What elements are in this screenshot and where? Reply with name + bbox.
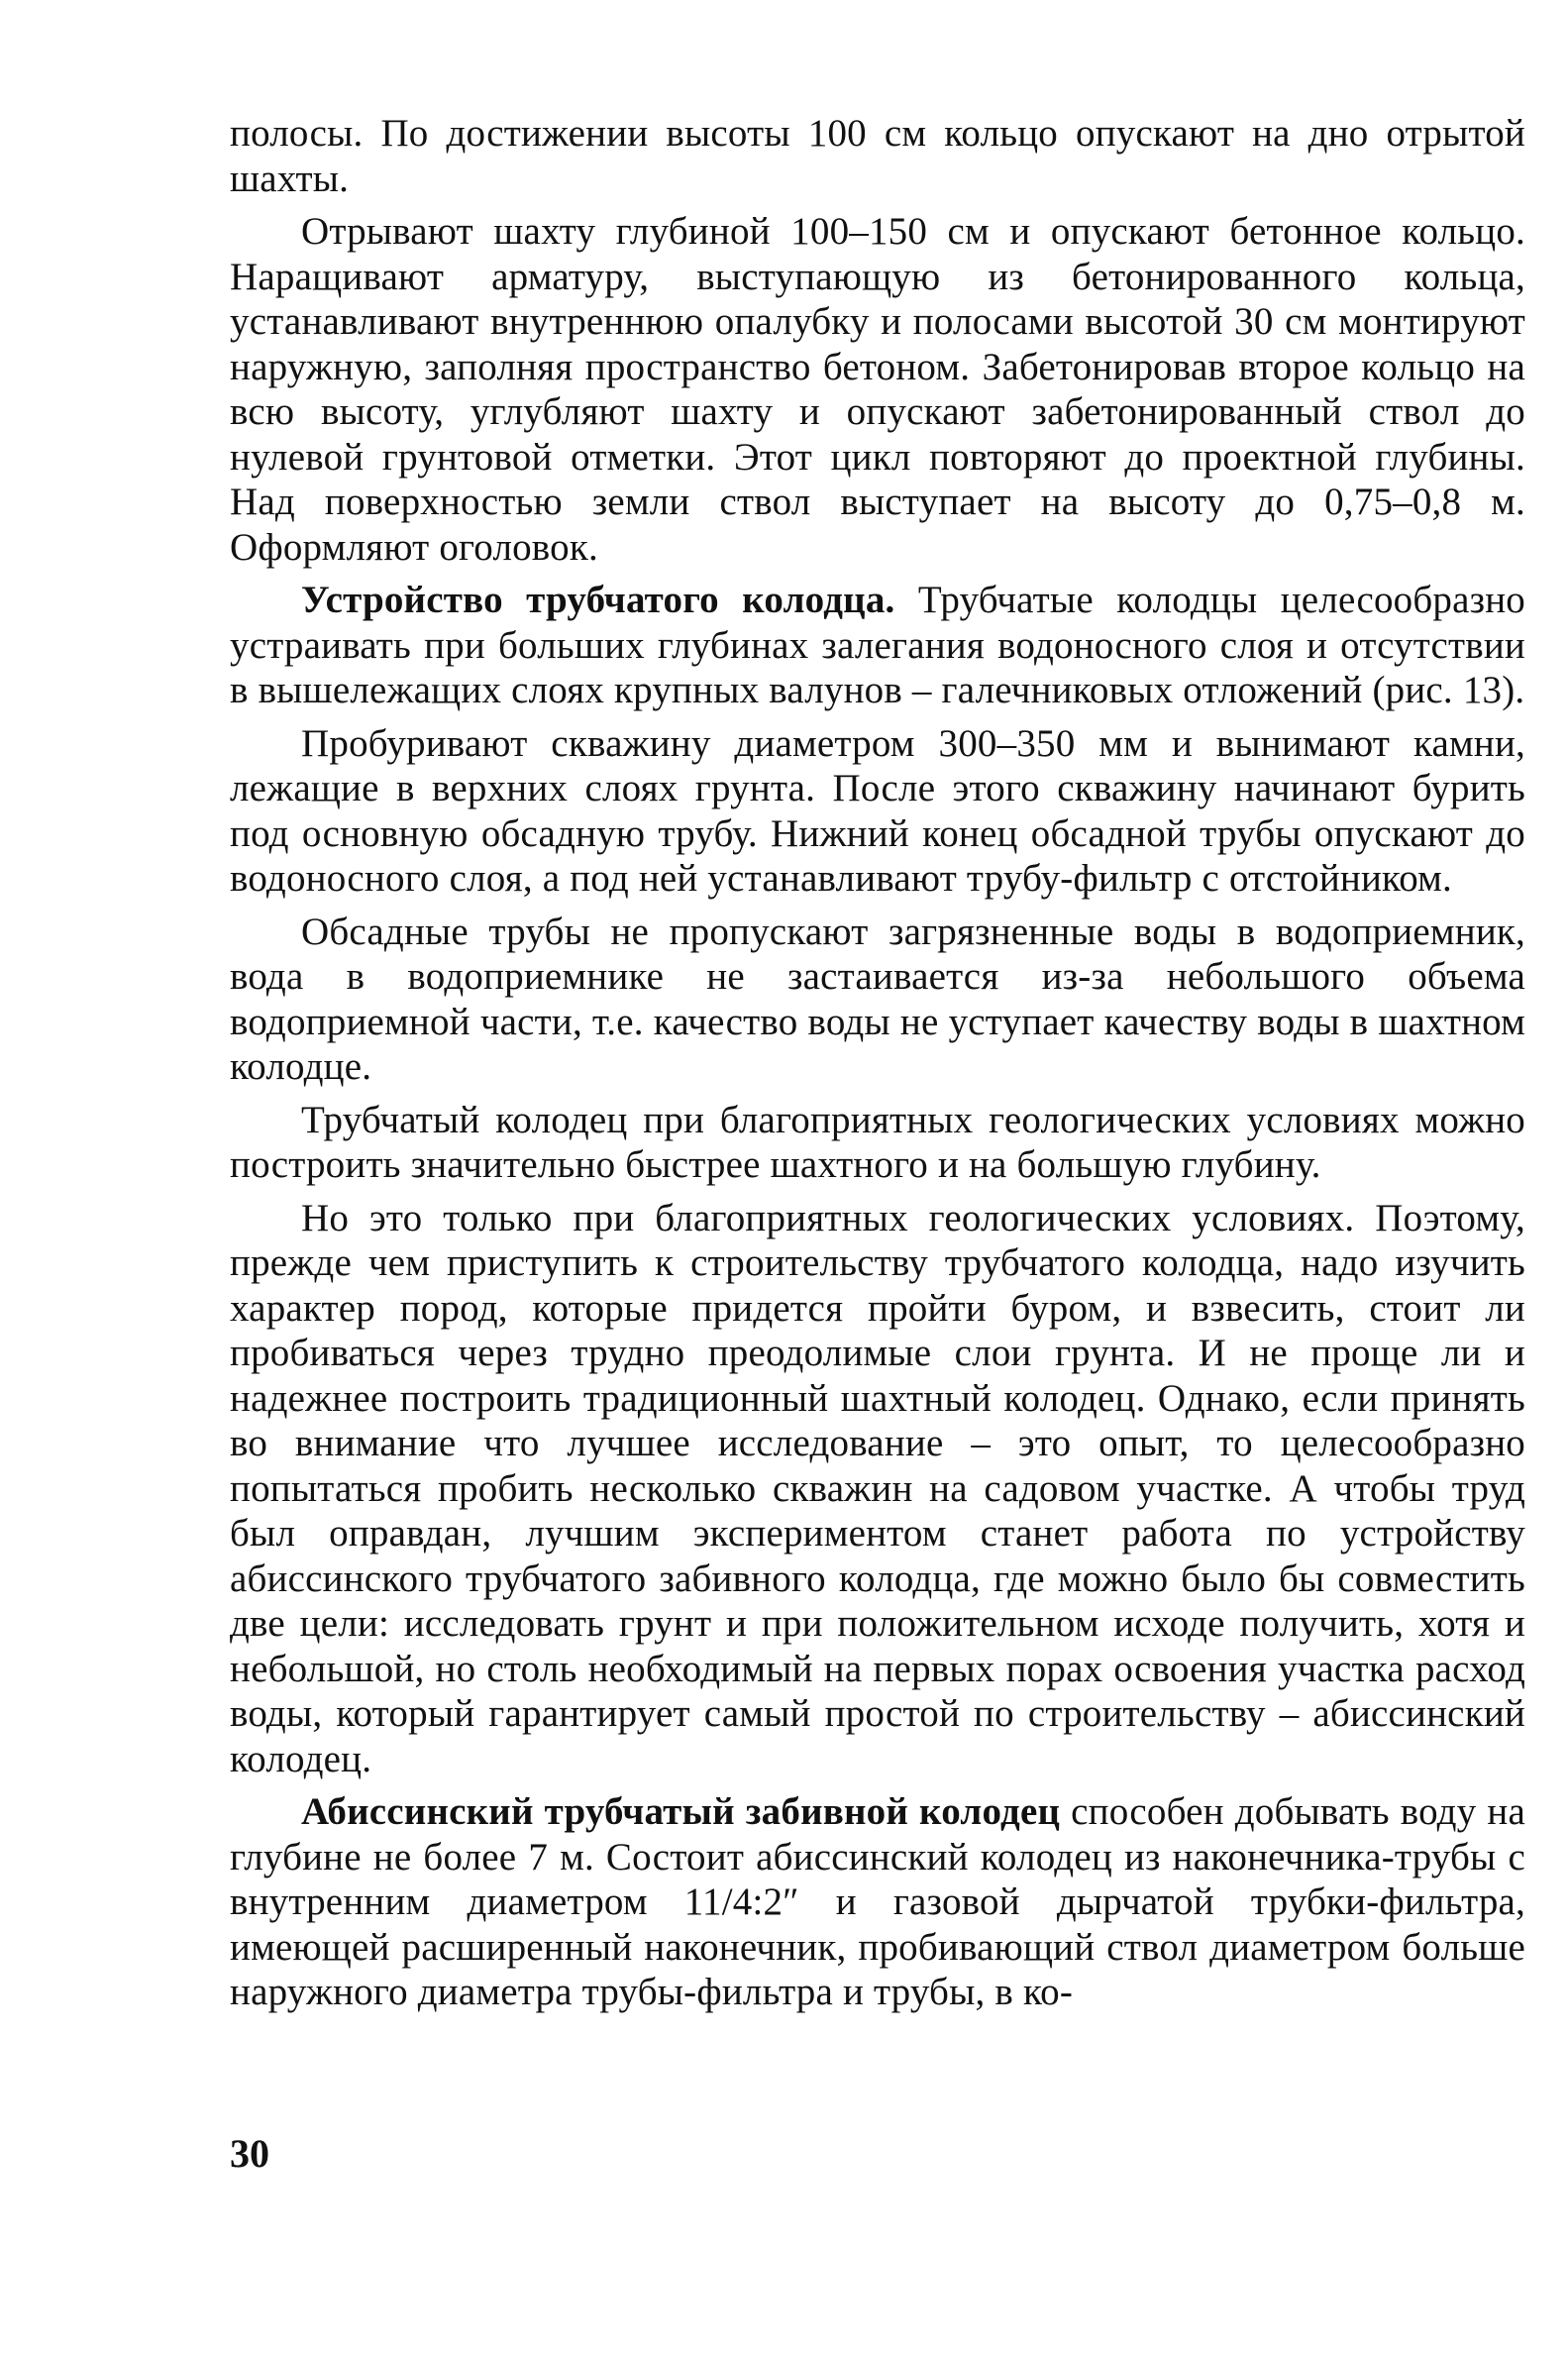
paragraph-8 (230, 1789, 1525, 2015)
paragraph-2 (230, 209, 1525, 570)
paragraph-8-text: способен добывать воду на глубине не более 7 м. Состоит абиссинский колодец из наконечника-трубы с внутренним диаметром 11/4:2″ и газовой дырчатой трубки-фильтра, имеющей расширенный наконечник, пробивающий ствол диаметром больше наружного диаметра трубы-фильтра и трубы, в ко- (230, 1790, 1526, 2013)
paragraph-1 (230, 111, 1525, 201)
paragraph-4 (230, 721, 1525, 902)
paragraph-7-text: Но это только при благоприятных геологических условиях. Поэтому, прежде чем приступить к строительству трубчатого колодца, надо изучить характер пород, которые придется пройти буром, и взвесить, стоит ли пробиваться через трудно преодолимые слои грунта. И не проще ли и надежнее построить традиционный шахтный колодец. Однако, если принять во внимание что лучшее исследование – это опыт, то целесообразно попытаться пробить несколько скважин на садовом участке. А чтобы труд был оправдан, лучшим экспериментом станет работа по устройству абиссинского трубчатого забивного колодца, где можно было бы совместить две цели: исследовать грунт и при положительном исходе получить, хотя и небольшой, но столь необходимый на первых порах освоения участка расход воды, который гарантирует самый простой по строительству – абиссинский колодец. (230, 1196, 1525, 1780)
paragraph-2-text: Отрывают шахту глубиной 100–150 см и опускают бетонное кольцо. Наращивают арматуру, выступающую из бетонированного кольца, устанавливают внутреннюю опалубку и полосами высотой 30 см монтируют наружную, заполняя пространство бетоном. Забетонировав второе кольцо на всю высоту, углубляют шахту и опускают забетонированный ствол до нулевой грунтовой отметки. Этот цикл повторяют до проектной глубины. Над поверхностью земли ствол выступает на высоту до 0,75–0,8 м. Оформляют оголовок. (230, 210, 1525, 569)
paragraph-3-text: Трубчатые колодцы целесообразно устраивать при больших глубинах залегания водоносного слоя и отсутствии в вышележащих слоях крупных валунов – галечниковых отложений (рис. 13). (230, 579, 1525, 711)
section-heading-tubular-well: Устройство трубчатого колодца. (301, 579, 895, 621)
paragraph-4-text: Пробуривают скважину диаметром 300–350 мм и вынимают камни, лежащие в верхних слоях грунта. После этого скважину начинают бурить под основную обсадную трубу. Нижний конец обсадной трубы опускают до водоносного слоя, а под ней устанавливают трубу-фильтр с отстойником. (230, 721, 1525, 900)
paragraph-7 (230, 1196, 1525, 1782)
paragraph-6-text: Трубчатый колодец при благоприятных геологических условиях можно построить значительно быстрее шахтного и на большую глубину. (230, 1098, 1525, 1186)
paragraph-5 (230, 910, 1525, 1090)
page-number: 30 (230, 2131, 269, 2176)
body-text (230, 111, 1525, 2015)
paragraph-1-text: полосы. По достижении высоты 100 см кольцо опускают на дно отрытой шахты. (230, 112, 1525, 200)
paragraph-5-text: Обсадные трубы не пропускают загрязненные воды в водоприемник, вода в водоприемнике не застаивается из-за небольшого объема водоприемной части, т.е. качество воды не уступает качеству воды в шахтном колодце. (230, 910, 1525, 1088)
paragraph-3 (230, 578, 1525, 713)
paragraph-6 (230, 1098, 1525, 1188)
section-heading-abyssinian-well: Абиссинский трубчатый забивной колодец (301, 1790, 1061, 1833)
